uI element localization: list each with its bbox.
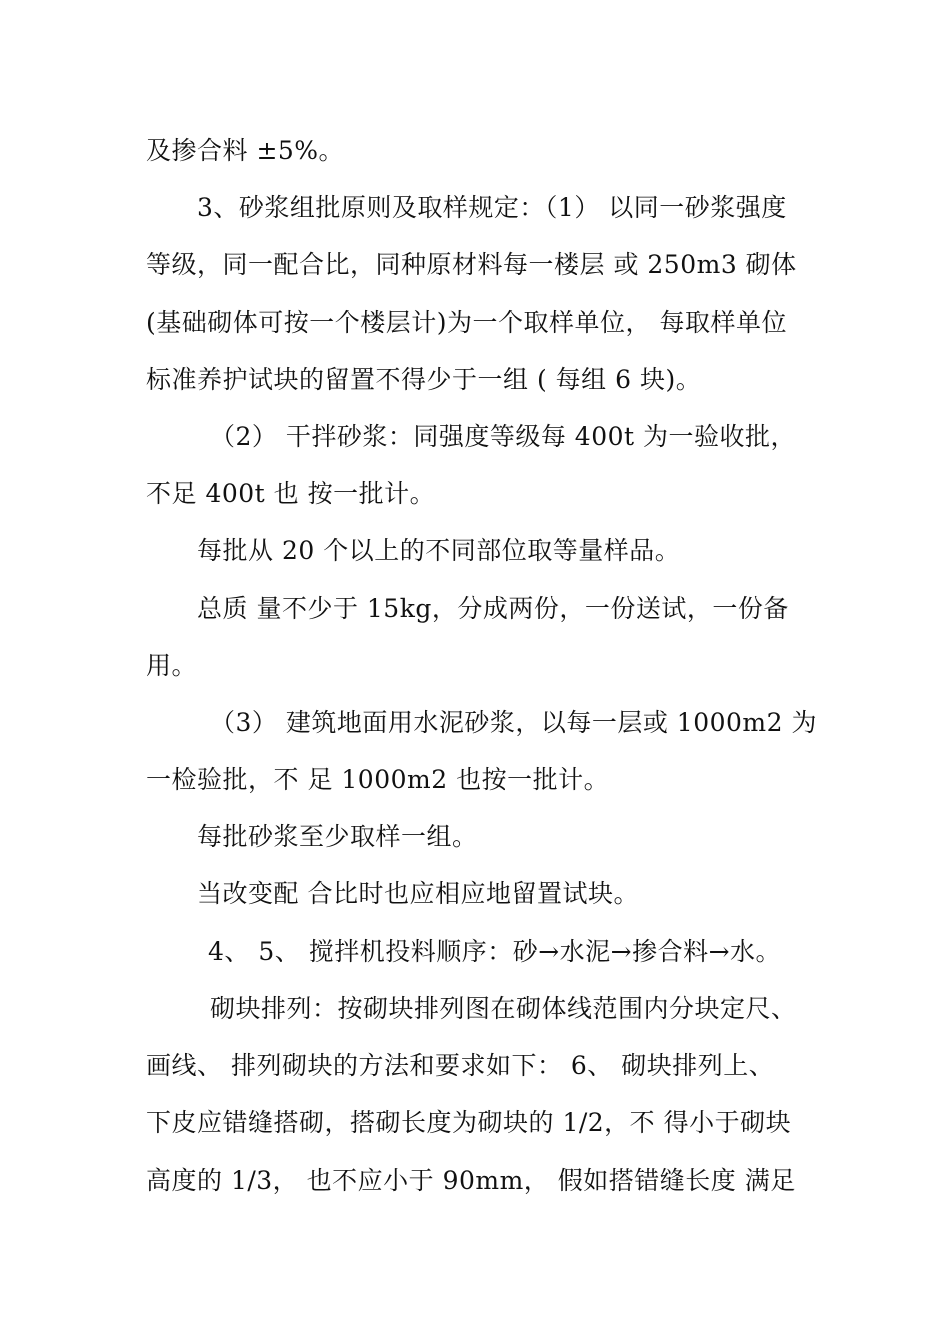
text-line: 标准养护试块的留置不得少于一组 ( 每组 6 块)。 (146, 365, 702, 394)
text-line: （3） 建筑地面用水泥砂浆，以每一层或 1000m2 为 (210, 708, 817, 737)
text-line: 每批从 20 个以上的不同部位取等量样品。 (197, 536, 681, 565)
text-line: 用。 (146, 651, 198, 680)
text-line: (基础砌体可按一个楼层计)为一个取样单位， 每取样单位 (146, 308, 787, 337)
text-line: 3、砂浆组批原则及取样规定：（1） 以同一砂浆强度 (197, 193, 787, 222)
text-line: 一检验批，不 足 1000m2 也按一批计。 (146, 765, 610, 794)
text-line: 当改变配 合比时也应相应地留置试块。 (197, 879, 639, 908)
text-line: 等级，同一配合比，同种原材料每一楼层 或 250m3 砌体 (146, 250, 797, 279)
text-line: 画线、 排列砌块的方法和要求如下： 6、 砌块排列上、 (146, 1051, 775, 1080)
text-line: 砌块排列：按砌块排列图在砌体线范围内分块定尺、 (210, 994, 797, 1023)
text-line: 及掺合料 ±5%。 (146, 136, 345, 165)
text-line: 下皮应错缝搭砌，搭砌长度为砌块的 1/2，不 得小于砌块 (146, 1108, 792, 1137)
text-line: 每批砂浆至少取样一组。 (197, 822, 478, 851)
text-line: 不足 400t 也 按一批计。 (146, 479, 436, 508)
text-line: 高度的 1/3， 也不应小于 90mm， 假如搭错缝长度 满足 (146, 1166, 796, 1195)
text-line: （2） 干拌砂浆：同强度等级每 400t 为一验收批， (210, 422, 797, 451)
text-line: 总质 量不少于 15kg，分成两份，一份送试，一份备 (197, 594, 789, 623)
text-line: 4、 5、 搅拌机投料顺序：砂→水泥→掺合料→水。 (208, 937, 782, 966)
